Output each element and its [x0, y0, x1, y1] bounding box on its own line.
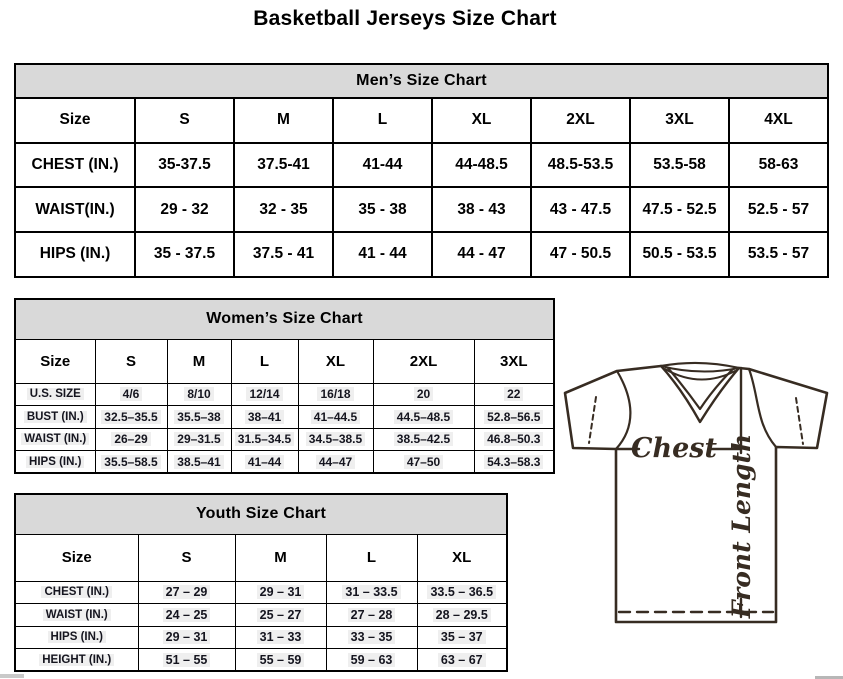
- size-header-cell: [15, 339, 95, 383]
- measurement-value-cell-text: 44.5–48.5: [394, 410, 453, 424]
- size-header-row: [15, 534, 507, 581]
- measurement-row: [15, 406, 554, 429]
- size-cell-text: L: [259, 352, 270, 370]
- measurement-row: [15, 383, 554, 406]
- measurement-value-cell-text: 22: [504, 387, 523, 401]
- size-cell: [135, 98, 234, 143]
- size-cell-text: M: [192, 352, 206, 370]
- size-cell: [432, 98, 531, 143]
- size-header-row: [15, 98, 828, 143]
- measurement-value-cell: [417, 581, 507, 604]
- size-cell: [231, 339, 298, 383]
- measurement-label-cell: [15, 649, 138, 672]
- measurement-value-cell: [630, 187, 729, 232]
- measurement-value-cell: [234, 187, 333, 232]
- measurement-value-cell: [474, 406, 554, 429]
- size-header-cell: [15, 98, 135, 143]
- measurement-value-cell: [326, 581, 417, 604]
- measurement-value-cell: [333, 187, 432, 232]
- measurement-value-cell-text: 35 - 38: [358, 200, 407, 218]
- measurement-value-cell-text: 29–31.5: [174, 432, 223, 446]
- measurement-value-cell: [417, 649, 507, 672]
- measurement-value-cell: [333, 143, 432, 188]
- mens-chart-header-row: [15, 64, 828, 98]
- measurement-value-cell-text: 41 - 44: [358, 245, 407, 263]
- measurement-value-cell: [231, 406, 298, 429]
- measurement-label-cell-text: CHEST (IN.): [41, 586, 112, 598]
- collar-back-top-line: [661, 363, 739, 368]
- measurement-value-cell: [432, 143, 531, 188]
- measurement-value-cell-text: 25 – 27: [257, 608, 305, 622]
- measurement-label-cell: [15, 187, 135, 232]
- measurement-value-cell: [531, 143, 630, 188]
- size-cell-text: M: [274, 549, 287, 566]
- measurement-value-cell-text: 51 – 55: [163, 653, 211, 667]
- measurement-value-cell: [231, 428, 298, 451]
- size-header-cell-text: Size: [40, 352, 71, 370]
- measurement-value-cell-text: 47–50: [404, 455, 443, 469]
- measurement-value-cell: [167, 428, 231, 451]
- measurement-value-cell-text: 53.5-58: [653, 156, 706, 174]
- measurement-value-cell: [474, 383, 554, 406]
- measurement-row: [15, 626, 507, 649]
- measurement-value-cell-text: 47 - 50.5: [549, 245, 612, 263]
- measurement-value-cell-text: 44-48.5: [455, 156, 508, 174]
- measurement-value-cell: [474, 451, 554, 474]
- measurement-value-cell: [167, 383, 231, 406]
- measurement-value-cell: [373, 451, 474, 474]
- measurement-label-cell-text: HIPS (IN.): [48, 631, 106, 643]
- measurement-label-cell-text: CHEST (IN.): [31, 156, 119, 174]
- measurement-value-cell: [630, 232, 729, 277]
- measurement-label-cell-text: U.S. SIZE: [27, 388, 84, 400]
- measurement-value-cell-text: 41–44: [245, 455, 284, 469]
- collar-back-arc-1: [661, 366, 739, 372]
- measurement-value-cell-text: 50.5 - 53.5: [642, 245, 717, 263]
- measurement-value-cell: [298, 451, 373, 474]
- measurement-value-cell-text: 37.5-41: [257, 156, 310, 174]
- measurement-value-cell: [729, 187, 828, 232]
- measurement-value-cell-text: 38 - 43: [457, 200, 506, 218]
- measurement-value-cell-text: 33.5 – 36.5: [427, 585, 496, 599]
- measurement-value-cell: [531, 187, 630, 232]
- cutoff-element-bottom-left: [0, 674, 24, 678]
- measurement-row: [15, 428, 554, 451]
- measurement-value-cell: [234, 143, 333, 188]
- measurement-value-cell-text: 35 - 37.5: [153, 245, 216, 263]
- measurement-row: [15, 187, 828, 232]
- size-cell-text: L: [366, 549, 377, 566]
- size-cell-text: 2XL: [409, 352, 438, 370]
- measurement-value-cell-text: 43 - 47.5: [549, 200, 612, 218]
- size-header-cell: [15, 534, 138, 581]
- measurement-value-cell-text: 20: [414, 387, 433, 401]
- measurement-label-cell: [15, 143, 135, 188]
- size-cell: [95, 339, 167, 383]
- size-cell-text: XL: [452, 549, 472, 566]
- measurement-value-cell-text: 41-44: [362, 156, 403, 174]
- size-cell: [298, 339, 373, 383]
- measurement-value-cell: [298, 383, 373, 406]
- measurement-value-cell: [630, 143, 729, 188]
- measurement-value-cell: [138, 581, 235, 604]
- measurement-value-cell: [298, 406, 373, 429]
- measurement-value-cell-text: 8/10: [184, 387, 213, 401]
- womens-size-chart-table: [14, 298, 555, 474]
- size-header-cell-text: Size: [59, 111, 91, 129]
- measurement-value-cell-text: 35-37.5: [158, 156, 211, 174]
- womens-chart-title: Women’s Size Chart: [15, 299, 554, 339]
- measurement-value-cell: [231, 383, 298, 406]
- size-cell: [729, 98, 828, 143]
- size-header-cell-text: Size: [61, 549, 92, 566]
- size-cell-text: S: [181, 549, 192, 566]
- youth-chart-title: Youth Size Chart: [15, 494, 507, 534]
- measurement-value-cell: [95, 406, 167, 429]
- measurement-value-cell-text: 31 – 33.5: [342, 585, 400, 599]
- size-cell-text: 3XL: [665, 111, 694, 129]
- measurement-row: [15, 604, 507, 627]
- measurement-value-cell: [298, 428, 373, 451]
- size-cell-text: L: [377, 111, 388, 129]
- measurement-label-cell-text: BUST (IN.): [24, 411, 87, 423]
- size-cell: [235, 534, 326, 581]
- measurement-label-cell: [15, 428, 95, 451]
- size-cell: [333, 98, 432, 143]
- measurement-row: [15, 649, 507, 672]
- size-cell-text: M: [277, 111, 290, 129]
- measurement-value-cell-text: 63 – 67: [438, 653, 486, 667]
- measurement-value-cell-text: 52.8–56.5: [484, 410, 543, 424]
- measurement-value-cell: [373, 428, 474, 451]
- measurement-value-cell-text: 32 - 35: [259, 200, 308, 218]
- measurement-value-cell: [326, 604, 417, 627]
- measurement-label-cell-text: HIPS (IN.): [39, 245, 111, 263]
- size-cell: [138, 534, 235, 581]
- measurement-value-cell: [167, 406, 231, 429]
- measurement-value-cell: [417, 626, 507, 649]
- front-length-label: Front Length: [727, 433, 756, 619]
- size-cell: [373, 339, 474, 383]
- measurement-value-cell-text: 28 – 29.5: [433, 608, 491, 622]
- measurement-value-cell-text: 29 – 31: [163, 630, 211, 644]
- size-cell-text: 4XL: [764, 111, 793, 129]
- measurement-value-cell: [95, 428, 167, 451]
- measurement-value-cell-text: 59 – 63: [348, 653, 396, 667]
- measurement-value-cell: [729, 232, 828, 277]
- measurement-label-cell: [15, 604, 138, 627]
- mens-chart-title: Men’s Size Chart: [15, 64, 828, 98]
- measurement-label-cell-text: HIPS (IN.): [26, 456, 84, 468]
- measurement-value-cell: [135, 143, 234, 188]
- measurement-value-cell-text: 29 - 32: [160, 200, 209, 218]
- measurement-row: [15, 143, 828, 188]
- size-cell: [474, 339, 554, 383]
- measurement-value-cell-text: 16/18: [317, 387, 353, 401]
- measurement-label-cell-text: WAIST(IN.): [35, 200, 115, 218]
- measurement-value-cell-text: 26–29: [111, 432, 150, 446]
- measurement-value-cell: [167, 451, 231, 474]
- youth-size-chart-table: [14, 493, 508, 672]
- measurement-value-cell-text: 32.5–35.5: [101, 410, 160, 424]
- measurement-value-cell-text: 38.5–41: [174, 455, 223, 469]
- measurement-value-cell-text: 47.5 - 52.5: [642, 200, 717, 218]
- size-cell: [167, 339, 231, 383]
- measurement-value-cell-text: 33 – 35: [348, 630, 396, 644]
- left-cuff-dashed-line: [589, 397, 596, 443]
- measurement-value-cell: [373, 406, 474, 429]
- measurement-label-cell: [15, 406, 95, 429]
- measurement-value-cell-text: 35.5–38: [174, 410, 223, 424]
- measurement-value-cell: [333, 232, 432, 277]
- measurement-value-cell-text: 44 - 47: [457, 245, 506, 263]
- measurement-value-cell-text: 46.8–50.3: [484, 432, 543, 446]
- size-cell-text: 2XL: [566, 111, 595, 129]
- size-cell-text: XL: [325, 352, 346, 370]
- measurement-value-cell-text: 35.5–58.5: [101, 455, 160, 469]
- measurement-value-cell-text: 52.5 - 57: [747, 200, 810, 218]
- size-cell: [417, 534, 507, 581]
- measurement-value-cell: [138, 626, 235, 649]
- measurement-value-cell-text: 48.5-53.5: [547, 156, 614, 174]
- measurement-value-cell: [432, 232, 531, 277]
- measurement-value-cell: [231, 451, 298, 474]
- measurement-value-cell-text: 44–47: [316, 455, 355, 469]
- measurement-value-cell-text: 37.5 - 41: [252, 245, 315, 263]
- measurement-value-cell: [138, 649, 235, 672]
- measurement-label-cell: [15, 626, 138, 649]
- measurement-value-cell-text: 38–41: [245, 410, 284, 424]
- measurement-label-cell: [15, 383, 95, 406]
- measurement-label-cell-text: HEIGHT (IN.): [39, 654, 114, 666]
- measurement-value-cell-text: 41–44.5: [311, 410, 360, 424]
- size-cell-text: S: [125, 352, 136, 370]
- measurement-value-cell: [432, 187, 531, 232]
- size-cell-text: S: [179, 111, 190, 129]
- measurement-value-cell: [235, 626, 326, 649]
- measurement-value-cell: [138, 604, 235, 627]
- womens-chart-header-row: [15, 299, 554, 339]
- size-cell: [326, 534, 417, 581]
- measurement-label-cell-text: WAIST (IN.): [43, 609, 111, 621]
- measurement-value-cell: [95, 451, 167, 474]
- measurement-value-cell-text: 35 – 37: [438, 630, 486, 644]
- measurement-value-cell-text: 31.5–34.5: [235, 432, 294, 446]
- size-cell-text: 3XL: [500, 352, 528, 370]
- measurement-value-cell: [474, 428, 554, 451]
- measurement-value-cell-text: 29 – 31: [257, 585, 305, 599]
- measurement-row: [15, 581, 507, 604]
- measurement-value-cell: [531, 232, 630, 277]
- measurement-label-cell: [15, 232, 135, 277]
- measurement-label-cell: [15, 451, 95, 474]
- measurement-value-cell-text: 31 – 33: [257, 630, 305, 644]
- measurement-label-cell: [15, 581, 138, 604]
- measurement-value-cell-text: 24 – 25: [163, 608, 211, 622]
- measurement-value-cell-text: 53.5 - 57: [747, 245, 810, 263]
- youth-chart-header-row: [15, 494, 507, 534]
- size-cell: [630, 98, 729, 143]
- measurement-value-cell: [326, 649, 417, 672]
- measurement-value-cell-text: 27 – 29: [163, 585, 211, 599]
- measurement-value-cell-text: 4/6: [120, 387, 143, 401]
- measurement-value-cell-text: 34.5–38.5: [306, 432, 365, 446]
- jersey-illustration: [553, 356, 843, 668]
- measurement-value-cell: [234, 232, 333, 277]
- measurement-value-cell: [235, 649, 326, 672]
- page-title: Basketball Jerseys Size Chart: [253, 7, 557, 30]
- measurement-value-cell: [235, 581, 326, 604]
- measurement-value-cell: [135, 187, 234, 232]
- right-cuff-dashed-line: [796, 398, 803, 444]
- mens-size-chart-table: [14, 63, 829, 278]
- measurement-label-cell-text: WAIST (IN.): [21, 433, 89, 445]
- measurement-value-cell: [135, 232, 234, 277]
- chest-label: Chest: [631, 433, 717, 464]
- size-cell-text: XL: [471, 111, 492, 129]
- measurement-value-cell: [95, 383, 167, 406]
- jersey-measurement-diagram: [553, 356, 843, 668]
- measurement-value-cell-text: 27 – 28: [348, 608, 396, 622]
- measurement-value-cell: [235, 604, 326, 627]
- measurement-value-cell-text: 58-63: [758, 156, 799, 174]
- measurement-value-cell: [729, 143, 828, 188]
- measurement-value-cell-text: 55 – 59: [257, 653, 305, 667]
- measurement-value-cell: [373, 383, 474, 406]
- size-cell: [234, 98, 333, 143]
- measurement-value-cell-text: 38.5–42.5: [394, 432, 453, 446]
- size-header-row: [15, 339, 554, 383]
- left-armhole-seam: [616, 371, 630, 449]
- size-cell: [531, 98, 630, 143]
- measurement-row: [15, 232, 828, 277]
- measurement-row: [15, 451, 554, 474]
- measurement-value-cell: [417, 604, 507, 627]
- measurement-value-cell-text: 54.3–58.3: [484, 455, 543, 469]
- measurement-value-cell-text: 12/14: [246, 387, 282, 401]
- measurement-value-cell: [326, 626, 417, 649]
